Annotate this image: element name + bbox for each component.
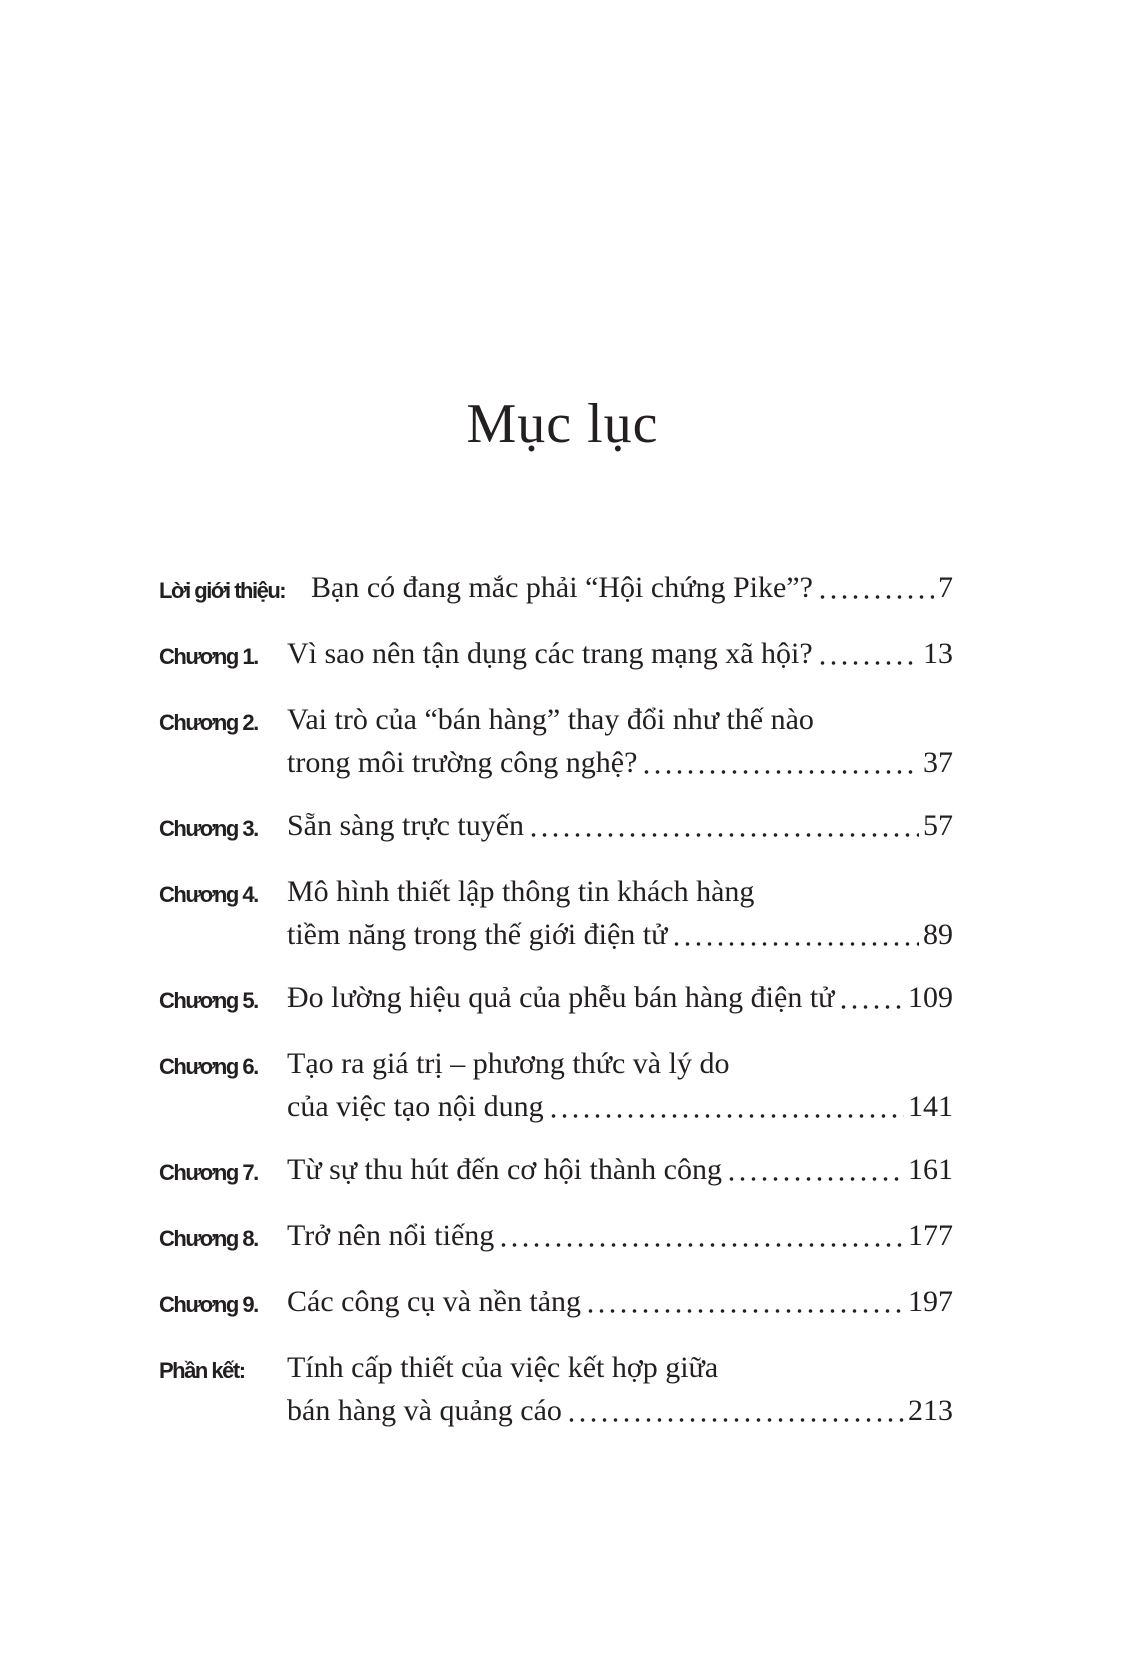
toc-entry-body xyxy=(287,870,953,956)
toc-entry-line xyxy=(287,913,953,956)
dot-leader xyxy=(838,976,904,1019)
page-title: Mục lục xyxy=(466,393,659,455)
toc-entry-title: Các công cụ và nền tảng xyxy=(287,1285,582,1318)
dot-leader xyxy=(528,804,919,847)
toc-entry-line xyxy=(287,632,953,675)
toc-entry[interactable] xyxy=(159,870,953,956)
toc-entry-line xyxy=(287,1280,953,1323)
toc-entry-body xyxy=(287,632,953,678)
toc-entry-title: bán hàng và quảng cáo xyxy=(287,1394,562,1427)
toc-entry-line xyxy=(287,1085,953,1128)
dot-leader xyxy=(566,1389,904,1432)
toc-entry-body xyxy=(287,1042,953,1128)
page-number: 197 xyxy=(908,1285,953,1318)
toc-entry-title: Vai trò của “bán hàng” thay đổi như thế nào xyxy=(287,703,814,736)
toc-entry-line xyxy=(287,870,953,913)
toc-entry-label: Chương 3. xyxy=(159,816,258,841)
toc-entry-title: Tính cấp thiết của việc kết hợp giữa xyxy=(287,1351,719,1384)
toc-entry-title: Trở nên nổi tiếng xyxy=(287,1219,495,1252)
toc-entry-body xyxy=(287,1148,953,1194)
toc-entry-title: trong môi trường công nghệ? xyxy=(287,746,638,779)
page-number: 109 xyxy=(908,981,953,1014)
page-number: 13 xyxy=(923,637,953,670)
toc-entry[interactable] xyxy=(159,566,953,612)
dot-leader xyxy=(726,1148,904,1191)
dot-leader xyxy=(585,1280,904,1323)
page-number: 57 xyxy=(923,809,953,842)
page-number: 213 xyxy=(908,1394,953,1427)
toc-entry-title: Sẵn sàng trực tuyến xyxy=(287,809,525,842)
toc-entry-label: Chương 9. xyxy=(159,1292,258,1317)
toc-entry-title: Từ sự thu hút đến cơ hội thành công xyxy=(287,1153,722,1186)
toc-entry-line xyxy=(287,1148,953,1191)
page-number: 37 xyxy=(923,746,953,779)
dot-leader xyxy=(817,632,919,675)
toc-entry-body xyxy=(287,1280,953,1326)
page-number: 89 xyxy=(923,918,953,951)
toc-entry-label: Chương 8. xyxy=(159,1226,258,1251)
toc-entry-label: Phần kết: xyxy=(159,1358,245,1383)
toc-entry[interactable] xyxy=(159,804,953,850)
toc-entry[interactable] xyxy=(159,976,953,1022)
toc-entry-label: Chương 5. xyxy=(159,988,258,1013)
toc-entry-line xyxy=(287,1042,953,1085)
toc-entry[interactable] xyxy=(159,1042,953,1128)
toc-entry-body xyxy=(287,1346,953,1432)
dot-leader xyxy=(817,566,934,609)
toc-entry-line xyxy=(287,1346,953,1389)
dot-leader xyxy=(498,1214,904,1257)
toc-entry-title: Vì sao nên tận dụng các trang mạng xã hội? xyxy=(287,637,813,670)
toc-entry-line xyxy=(287,741,953,784)
toc-entry[interactable] xyxy=(159,632,953,678)
page-number: 177 xyxy=(908,1219,953,1252)
toc-entry-title: Bạn có đang mắc phải “Hội chứng Pike”? xyxy=(311,571,813,604)
table-of-contents xyxy=(159,566,953,1452)
toc-entry-line xyxy=(287,976,953,1019)
toc-entry-label: Lời giới thiệu: xyxy=(159,578,286,603)
toc-entry-body xyxy=(287,976,953,1022)
toc-entry-label: Chương 6. xyxy=(159,1054,258,1079)
toc-entry-line xyxy=(311,566,953,609)
toc-entry-label: Chương 7. xyxy=(159,1160,258,1185)
page-number: 161 xyxy=(908,1153,953,1186)
toc-entry-line xyxy=(287,698,953,741)
page-number: 7 xyxy=(938,571,953,604)
toc-entry-line xyxy=(287,1214,953,1257)
toc-entry-label: Chương 2. xyxy=(159,710,258,735)
toc-entry-title: Mô hình thiết lập thông tin khách hàng xyxy=(287,875,755,908)
dot-leader xyxy=(548,1085,904,1128)
dot-leader xyxy=(641,741,919,784)
toc-entry-label: Chương 4. xyxy=(159,882,258,907)
toc-entry[interactable] xyxy=(159,1214,953,1260)
toc-entry-body xyxy=(287,698,953,784)
toc-entry-line xyxy=(287,1389,953,1432)
toc-entry[interactable] xyxy=(159,1346,953,1432)
toc-entry-title: tiềm năng trong thế giới điện tử xyxy=(287,918,668,951)
toc-entry-title: Đo lường hiệu quả của phễu bán hàng điện tử xyxy=(287,981,835,1014)
page-number: 141 xyxy=(908,1090,953,1123)
toc-entry-body xyxy=(311,566,953,612)
dot-leader xyxy=(671,913,919,956)
toc-entry-line xyxy=(287,804,953,847)
toc-entry[interactable] xyxy=(159,1148,953,1194)
toc-entry[interactable] xyxy=(159,698,953,784)
toc-entry-label: Chương 1. xyxy=(159,644,258,669)
toc-entry-title: của việc tạo nội dung xyxy=(287,1090,544,1123)
toc-entry[interactable] xyxy=(159,1280,953,1326)
toc-entry-body xyxy=(287,1214,953,1260)
toc-entry-body xyxy=(287,804,953,850)
toc-entry-title: Tạo ra giá trị – phương thức và lý do xyxy=(287,1047,730,1080)
